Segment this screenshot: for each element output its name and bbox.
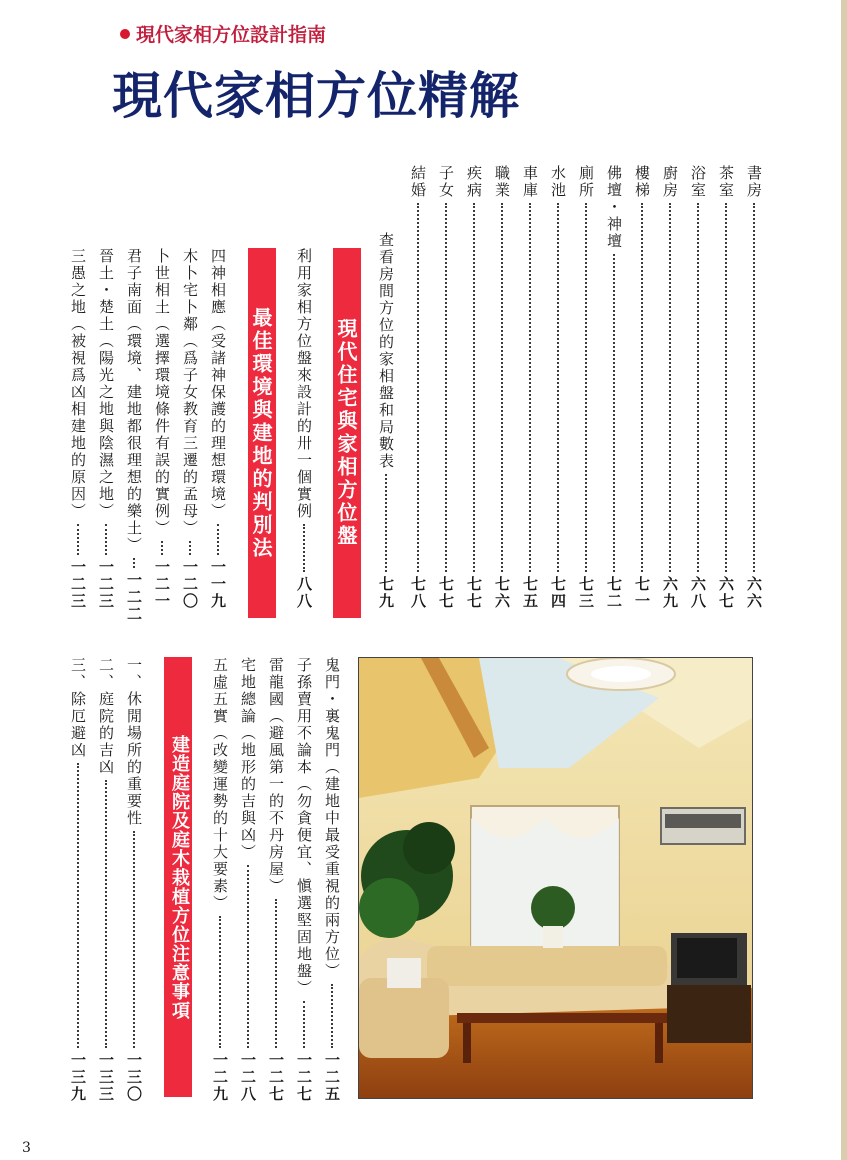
toc-entry: 水池 七四 xyxy=(549,165,567,610)
series-title: 現代家相方位設計指南 xyxy=(120,20,326,47)
section-heading: 建造庭院及庭木栽植方位注意事項 xyxy=(164,657,192,1097)
toc-entry: 廁所 七三 xyxy=(577,165,595,610)
toc-entry: 茶室 六七 xyxy=(717,165,735,610)
toc-entry: 子女 七七 xyxy=(437,165,455,610)
toc-entry: 三、除厄避凶 一三九 xyxy=(69,657,87,1103)
toc-entry: 佛壇・神壇 七二 xyxy=(605,165,623,610)
toc-entry: 疾病 七七 xyxy=(465,165,483,610)
toc-entry: 晉土・楚土（陽光之地與陰濕之地） 一二三 xyxy=(97,248,115,610)
toc-entry: 樓梯 七一 xyxy=(633,165,651,610)
toc-entry: 雷龍國（避風第一的不丹房屋） 一二七 xyxy=(267,657,285,1103)
toc-entry: 二、庭院的吉凶 一三三 xyxy=(97,657,115,1103)
page-number: 3 xyxy=(22,1140,31,1156)
toc-entry: 浴室 六八 xyxy=(689,165,707,610)
page-edge xyxy=(841,0,847,1160)
toc-entry: 君子南面（環境、建地都很理想的樂土） 一二二 xyxy=(125,248,143,623)
toc-entry: 鬼門・裏鬼門（建地中最受重視的兩方位） 一二五 xyxy=(323,657,341,1103)
toc-entry: 子孫賣用不論本（勿貪便宜、愼選堅固地盤） 一二七 xyxy=(295,657,313,1103)
bullet-icon xyxy=(120,29,130,39)
toc-entry: 書房 六六 xyxy=(745,165,763,610)
living-room-photo xyxy=(358,657,753,1099)
toc-entry: 查看房間方位的家相盤和局數表 七九 xyxy=(377,232,395,610)
toc-entry: 三愚之地（被視爲凶相建地的原因） 一二三 xyxy=(69,248,87,610)
toc-entry: 車庫 七五 xyxy=(521,165,539,610)
toc-entry: 職業 七六 xyxy=(493,165,511,610)
toc-entry: 卜世相土（選擇環境條件有誤的實例） 一二一 xyxy=(153,248,171,610)
toc-entry: 利用家相方位盤來設計的卅一個實例 八八 xyxy=(295,248,313,610)
section-heading: 現代住宅與家相方位盤 xyxy=(333,248,361,618)
toc-entry: 廚房 六九 xyxy=(661,165,679,610)
toc-entry: 宅地總論（地形的吉與凶） 一二八 xyxy=(239,657,257,1103)
toc-entry: 四神相應（受諸神保護的理想環境） 一一九 xyxy=(209,248,227,610)
toc-entry: 結婚 七八 xyxy=(409,165,427,610)
page-title: 現代家相方位精解 xyxy=(112,67,520,125)
toc-entry: 五虛五實（改變運勢的十大要素） 一二九 xyxy=(211,657,229,1103)
section-heading: 最佳環境與建地的判別法 xyxy=(248,248,276,618)
toc-entry: 木卜宅卜鄰（爲子女教育三遷的孟母） 一二〇 xyxy=(181,248,199,610)
toc-entry: 一、休閒場所的重要性 一三〇 xyxy=(125,657,143,1103)
